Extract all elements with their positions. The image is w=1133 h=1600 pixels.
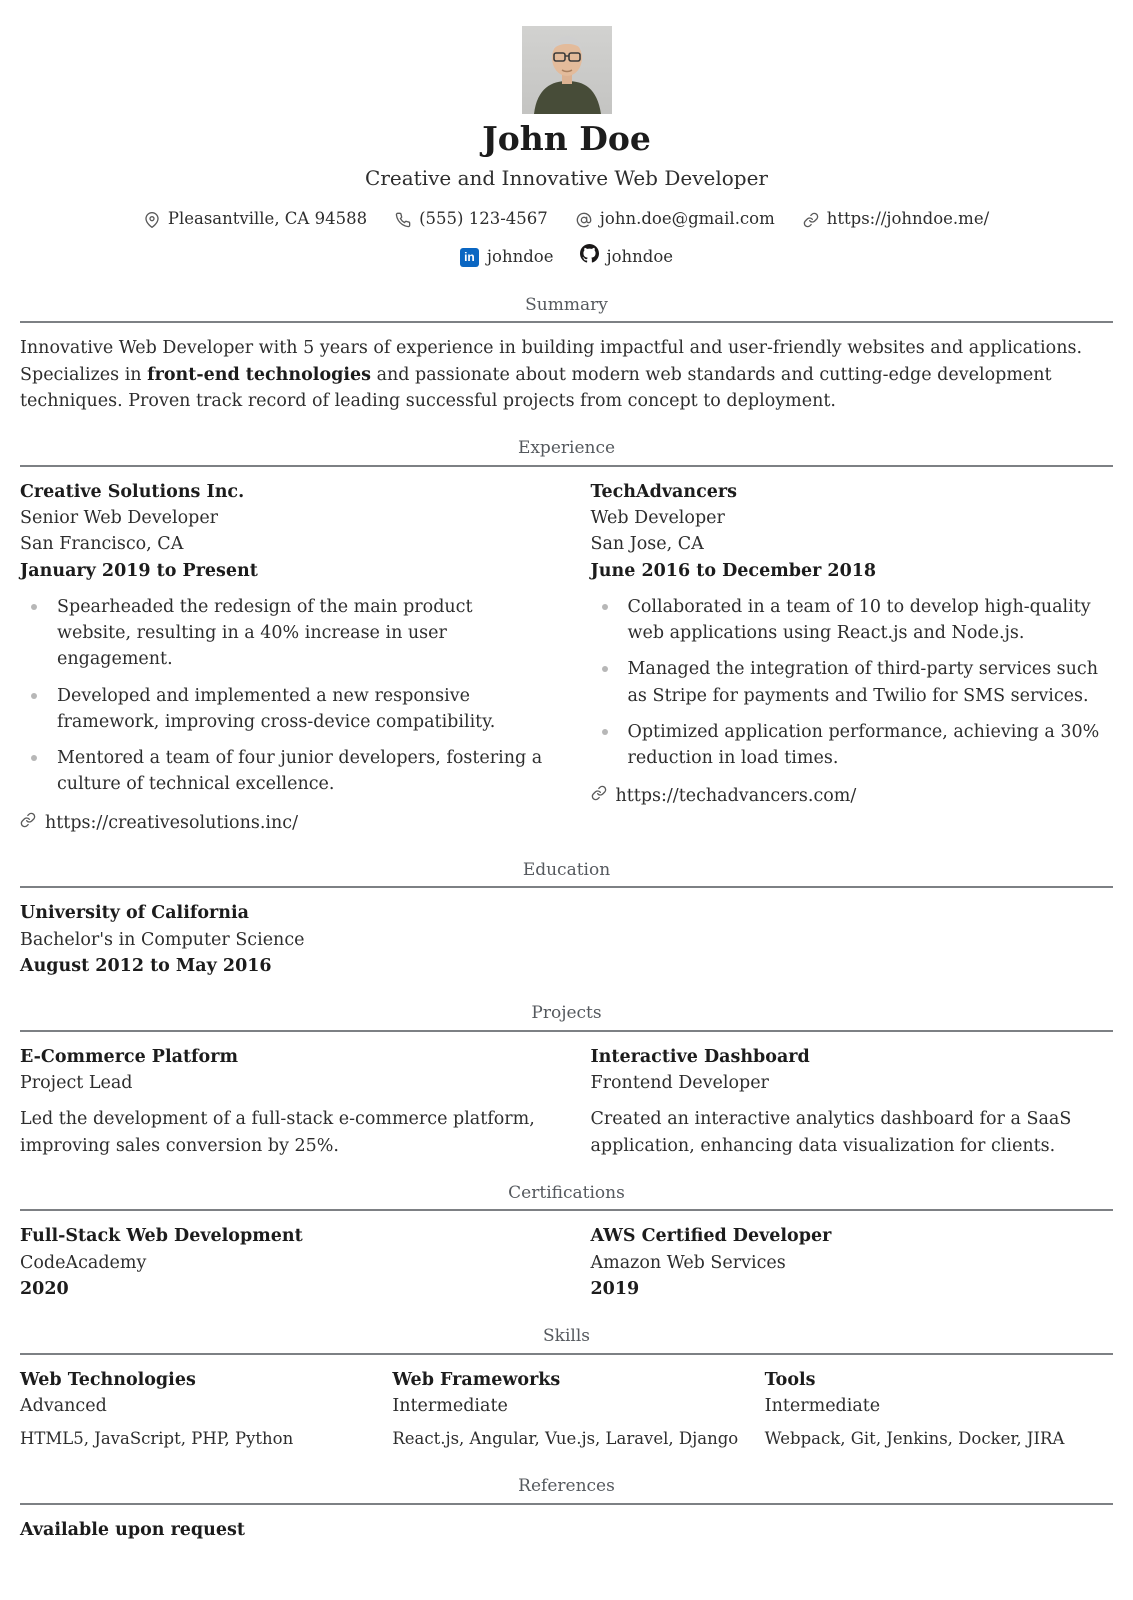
projects-heading: Projects [531, 1003, 602, 1024]
skill-group [20, 1367, 368, 1452]
education-heading: Education [522, 859, 611, 880]
company-link-text[interactable]: https://techadvancers.com/ [615, 786, 857, 807]
project-name: Interactive Dashboard [590, 1046, 810, 1067]
summary-part2: and passionate about modern web standards and cutting-edge development techniques. Proven track record of leading successful projects from concept to deployment. [20, 364, 1052, 411]
job-location: San Francisco, CA [20, 534, 184, 555]
job-location: San Jose, CA [590, 534, 704, 555]
linkedin-handle[interactable]: johndoe [486, 247, 554, 266]
section-rule [20, 1030, 1113, 1032]
project-description: Led the development of a full-stack e-commerce platform, improving sales conversion by 25%. [20, 1109, 535, 1156]
skills-heading: Skills [543, 1326, 590, 1347]
job-dates: June 2016 to December 2018 [590, 560, 877, 581]
certification-year: 2020 [20, 1278, 69, 1299]
link-icon [591, 783, 607, 809]
company-link[interactable] [591, 783, 857, 809]
link-icon [20, 810, 36, 836]
github-handle[interactable]: johndoe [606, 247, 674, 266]
summary-text [20, 335, 1113, 414]
contact-location [144, 207, 367, 232]
job-bullet: Managed the integration of third-party services such as Stripe for payments and Twilio for SMS services. [591, 656, 1114, 709]
job-dates: January 2019 to Present [20, 560, 258, 581]
link-icon [803, 212, 819, 228]
job-role: Senior Web Developer [20, 508, 219, 529]
certifications-heading: Certifications [508, 1182, 625, 1203]
github-icon [580, 244, 599, 271]
section-rule [20, 321, 1113, 323]
company-link[interactable] [20, 810, 298, 836]
skill-group [765, 1367, 1113, 1452]
section-education [20, 858, 1113, 979]
job-bullet: Mentored a team of four junior developers, fostering a culture of technical excellence. [20, 745, 543, 798]
school-name: University of California [20, 903, 249, 924]
section-skills [20, 1324, 1113, 1452]
section-experience [20, 436, 1113, 836]
job-role: Web Developer [590, 508, 725, 529]
contact-email-text[interactable]: john.doe@gmail.com [599, 209, 775, 229]
summary-bold-phrase: front-end technologies [147, 364, 371, 385]
person-name: John Doe [482, 119, 651, 158]
references-heading: References [518, 1476, 615, 1497]
skill-level: Intermediate [392, 1396, 508, 1417]
contact-website[interactable] [803, 207, 989, 232]
certification-issuer: Amazon Web Services [590, 1252, 786, 1273]
certification-entry [20, 1223, 543, 1302]
project-name: E-Commerce Platform [20, 1046, 238, 1067]
project-role: Frontend Developer [590, 1073, 769, 1094]
skill-category: Web Frameworks [392, 1369, 561, 1390]
job-bullet: Collaborated in a team of 10 to develop high-quality web applications using React.js and Node.js. [591, 594, 1114, 647]
job-bullet: Optimized application performance, achieving a 30% reduction in load times. [591, 719, 1114, 772]
skill-group [392, 1367, 740, 1452]
section-summary [20, 293, 1113, 414]
linkedin-link[interactable] [460, 245, 554, 270]
profile-photo [522, 26, 612, 114]
section-references [20, 1474, 1113, 1543]
certification-year: 2019 [590, 1278, 640, 1299]
map-pin-icon [144, 212, 160, 228]
summary-part1: Innovative Web Developer with 5 years of experience in building impactful and user-friendly websites and applications. Specializes in [20, 338, 1083, 385]
job-bullet: Developed and implemented a new responsive framework, improving cross-device compatibility. [20, 683, 543, 736]
section-rule [20, 886, 1113, 888]
degree: Bachelor's in Computer Science [20, 929, 305, 950]
skill-level: Intermediate [764, 1396, 881, 1417]
certification-entry [591, 1223, 1114, 1302]
certification-name: AWS Certified Developer [590, 1226, 832, 1247]
company-name: Creative Solutions Inc. [20, 481, 245, 502]
project-entry [591, 1044, 1114, 1159]
section-rule [20, 465, 1113, 467]
linkedin-icon: in [460, 248, 479, 267]
skill-level: Advanced [20, 1396, 107, 1417]
job-bullet: Spearheaded the redesign of the main product website, resulting in a 40% increase in user engagement. [20, 594, 543, 673]
section-projects [20, 1001, 1113, 1159]
certification-name: Full-Stack Web Development [20, 1226, 303, 1247]
project-description: Created an interactive analytics dashboard for a SaaS application, enhancing data visualization for clients. [590, 1109, 1072, 1156]
section-rule [20, 1503, 1113, 1505]
project-role: Project Lead [20, 1073, 133, 1094]
profile-photo-wrap [20, 26, 1113, 114]
contact-phone [395, 207, 548, 232]
skill-items: HTML5, JavaScript, PHP, Python [20, 1429, 294, 1449]
experience-entry [20, 479, 543, 836]
skill-category: Tools [764, 1369, 816, 1390]
at-sign-icon [576, 212, 592, 228]
person-title: Creative and Innovative Web Developer [365, 166, 768, 191]
references-text: Available upon request [20, 1519, 245, 1540]
company-name: TechAdvancers [590, 481, 737, 502]
experience-entry [591, 479, 1114, 836]
social-row [20, 244, 1113, 271]
section-certifications [20, 1181, 1113, 1302]
project-entry [20, 1044, 543, 1159]
summary-heading: Summary [525, 294, 608, 315]
contact-row [20, 207, 1113, 232]
section-rule [20, 1209, 1113, 1211]
contact-location-text: Pleasantville, CA 94588 [167, 209, 368, 229]
contact-email[interactable] [576, 207, 775, 232]
experience-heading: Experience [517, 438, 616, 459]
contact-phone-text: (555) 123-4567 [419, 209, 548, 229]
certification-issuer: CodeAcademy [20, 1252, 147, 1273]
phone-icon [395, 212, 411, 228]
skill-items: Webpack, Git, Jenkins, Docker, JIRA [764, 1429, 1065, 1449]
job-bullet-list [20, 594, 543, 798]
github-link[interactable] [580, 244, 674, 271]
job-bullet-list [591, 594, 1114, 772]
company-link-text[interactable]: https://creativesolutions.inc/ [45, 812, 298, 833]
contact-website-text[interactable]: https://johndoe.me/ [826, 209, 990, 229]
section-rule [20, 1353, 1113, 1355]
education-dates: August 2012 to May 2016 [20, 955, 272, 976]
skill-items: React.js, Angular, Vue.js, Laravel, Django [392, 1429, 739, 1449]
education-entry [20, 900, 1113, 979]
skill-category: Web Technologies [20, 1369, 196, 1390]
